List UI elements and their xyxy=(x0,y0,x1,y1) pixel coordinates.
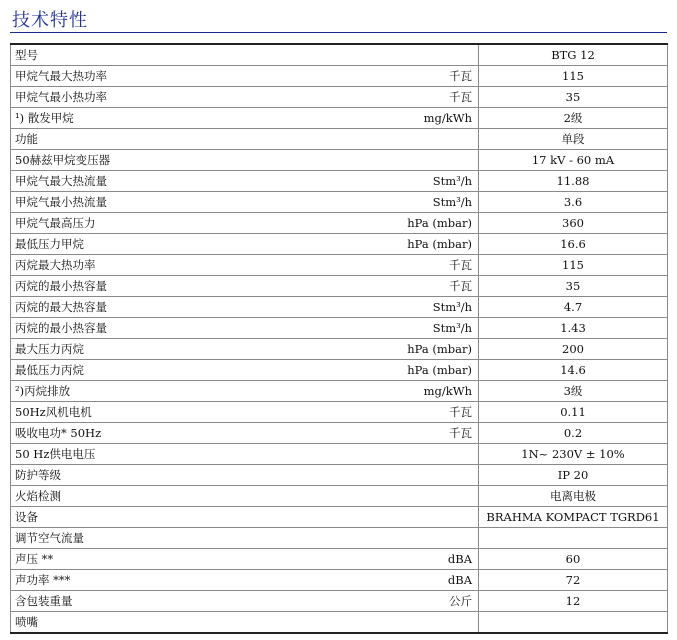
spec-label-cell xyxy=(11,234,479,255)
spec-label: 火焰检测 xyxy=(15,489,61,503)
spec-value: 72 xyxy=(479,570,668,591)
spec-label: 喷嘴 xyxy=(15,615,38,629)
table-row xyxy=(11,360,668,381)
table-row xyxy=(11,171,668,192)
spec-label-cell xyxy=(11,528,479,549)
spec-value: 1N~ 230V ± 10% xyxy=(479,444,668,465)
spec-unit: Stm³/h xyxy=(432,321,472,335)
table-row xyxy=(11,339,668,360)
table-row xyxy=(11,381,668,402)
spec-label-cell xyxy=(11,423,479,444)
table-row xyxy=(11,66,668,87)
spec-label-wrap xyxy=(15,360,474,380)
spec-label-cell xyxy=(11,255,479,276)
spec-label-cell xyxy=(11,297,479,318)
spec-label-cell xyxy=(11,570,479,591)
spec-label-cell xyxy=(11,381,479,402)
spec-value: 单段 xyxy=(479,129,668,150)
spec-label-wrap xyxy=(15,108,474,128)
spec-value: 0.11 xyxy=(479,402,668,423)
spec-label-wrap xyxy=(15,339,474,359)
spec-label-wrap xyxy=(15,150,474,170)
spec-unit: 千瓦 xyxy=(449,258,472,272)
spec-unit xyxy=(472,528,474,548)
spec-label-wrap xyxy=(15,423,474,443)
spec-unit: hPa (mbar) xyxy=(407,342,472,356)
spec-unit: mg/kWh xyxy=(423,384,472,398)
table-row xyxy=(11,234,668,255)
spec-value: 35 xyxy=(479,276,668,297)
table-row xyxy=(11,507,668,528)
spec-label-cell xyxy=(11,213,479,234)
spec-label: 甲烷气最小热流量 xyxy=(15,195,107,209)
spec-label: 丙烷最大热功率 xyxy=(15,258,96,272)
spec-label: 含包装重量 xyxy=(15,594,73,608)
table-row xyxy=(11,528,668,549)
spec-label: 甲烷气最大热流量 xyxy=(15,174,107,188)
table-row xyxy=(11,444,668,465)
spec-label-wrap xyxy=(15,465,474,485)
spec-value: 14.6 xyxy=(479,360,668,381)
table-row xyxy=(11,44,668,66)
spec-label-wrap xyxy=(15,381,474,401)
spec-unit: 千瓦 xyxy=(449,405,472,419)
spec-label: 50赫兹甲烷变压器 xyxy=(15,153,111,167)
table-row xyxy=(11,150,668,171)
spec-unit xyxy=(472,444,474,464)
spec-label-wrap xyxy=(15,402,474,422)
spec-label: 型号 xyxy=(15,48,38,62)
spec-label-cell xyxy=(11,339,479,360)
spec-label-wrap xyxy=(15,171,474,191)
spec-label-wrap xyxy=(15,549,474,569)
spec-label-cell xyxy=(11,87,479,108)
spec-label-cell xyxy=(11,171,479,192)
spec-label-wrap xyxy=(15,255,474,275)
spec-label: 最低压力甲烷 xyxy=(15,237,84,251)
spec-unit xyxy=(472,129,474,149)
spec-label-wrap xyxy=(15,276,474,296)
spec-label-wrap xyxy=(15,87,474,107)
spec-label-cell xyxy=(11,591,479,612)
table-row xyxy=(11,192,668,213)
spec-value: 35 xyxy=(479,87,668,108)
spec-label: ²)丙烷排放 xyxy=(15,384,71,398)
spec-value: 200 xyxy=(479,339,668,360)
spec-label-wrap xyxy=(15,213,474,233)
table-row xyxy=(11,423,668,444)
spec-label-wrap xyxy=(15,528,474,548)
table-row xyxy=(11,549,668,570)
spec-label-cell xyxy=(11,612,479,634)
spec-label: 50 Hz供电电压 xyxy=(15,447,96,461)
spec-label-wrap xyxy=(15,45,474,65)
spec-unit xyxy=(472,465,474,485)
spec-unit: dBA xyxy=(447,552,472,566)
spec-label-wrap xyxy=(15,591,474,611)
spec-label-cell xyxy=(11,360,479,381)
spec-value: 2级 xyxy=(479,108,668,129)
spec-value: 0.2 xyxy=(479,423,668,444)
spec-label: 调节空气流量 xyxy=(15,531,84,545)
spec-value: IP 20 xyxy=(479,465,668,486)
table-row xyxy=(11,402,668,423)
spec-label: 最低压力丙烷 xyxy=(15,363,84,377)
spec-unit: dBA xyxy=(447,573,472,587)
spec-label: 吸收电功* 50Hz xyxy=(15,426,102,440)
spec-label: 设备 xyxy=(15,510,38,524)
spec-value: 16.6 xyxy=(479,234,668,255)
table-row xyxy=(11,318,668,339)
table-row xyxy=(11,486,668,507)
spec-label-cell xyxy=(11,44,479,66)
spec-unit xyxy=(472,45,474,65)
spec-label-cell xyxy=(11,465,479,486)
spec-label-cell xyxy=(11,129,479,150)
spec-value: 115 xyxy=(479,66,668,87)
spec-label: ¹) 散发甲烷 xyxy=(15,111,74,125)
spec-value xyxy=(479,528,668,549)
spec-label-cell xyxy=(11,402,479,423)
spec-unit: Stm³/h xyxy=(432,300,472,314)
spec-label-cell xyxy=(11,150,479,171)
spec-value: 电离电极 xyxy=(479,486,668,507)
table-row xyxy=(11,591,668,612)
spec-label-cell xyxy=(11,549,479,570)
spec-label: 防护等级 xyxy=(15,468,61,482)
table-row xyxy=(11,612,668,634)
spec-unit: 千瓦 xyxy=(449,426,472,440)
spec-label: 功能 xyxy=(15,132,38,146)
table-row xyxy=(11,297,668,318)
spec-label-wrap xyxy=(15,444,474,464)
spec-label-wrap xyxy=(15,507,474,527)
spec-value: BRAHMA KOMPACT TGRD61 xyxy=(479,507,668,528)
spec-label-wrap xyxy=(15,234,474,254)
spec-label-cell xyxy=(11,486,479,507)
spec-unit: 千瓦 xyxy=(449,69,472,83)
spec-label-wrap xyxy=(15,129,474,149)
spec-label: 最大压力丙烷 xyxy=(15,342,84,356)
section-title: 技术特性 xyxy=(12,10,88,31)
spec-label-wrap xyxy=(15,297,474,317)
spec-label: 声功率 *** xyxy=(15,573,71,587)
spec-label: 50Hz风机电机 xyxy=(15,405,92,419)
spec-unit: Stm³/h xyxy=(432,195,472,209)
table-row xyxy=(11,570,668,591)
spec-value xyxy=(479,612,668,634)
spec-value: 17 kV - 60 mA xyxy=(479,150,668,171)
spec-label-wrap xyxy=(15,612,474,632)
spec-label-cell xyxy=(11,318,479,339)
spec-label-cell xyxy=(11,444,479,465)
spec-unit: 公斤 xyxy=(449,594,472,608)
spec-unit: hPa (mbar) xyxy=(407,237,472,251)
spec-label-cell xyxy=(11,276,479,297)
spec-unit: Stm³/h xyxy=(432,174,472,188)
spec-value: 60 xyxy=(479,549,668,570)
spec-value: 11.88 xyxy=(479,171,668,192)
table-row xyxy=(11,129,668,150)
spec-label-wrap xyxy=(15,486,474,506)
spec-label: 声压 ** xyxy=(15,552,54,566)
spec-label-wrap xyxy=(15,192,474,212)
spec-unit xyxy=(472,507,474,527)
spec-label-cell xyxy=(11,507,479,528)
spec-unit xyxy=(472,150,474,170)
table-row xyxy=(11,87,668,108)
spec-unit: 千瓦 xyxy=(449,279,472,293)
section-header xyxy=(10,4,667,33)
table-row xyxy=(11,465,668,486)
spec-value: 1.43 xyxy=(479,318,668,339)
table-row xyxy=(11,108,668,129)
table-row xyxy=(11,213,668,234)
spec-label-wrap xyxy=(15,570,474,590)
spec-value: BTG 12 xyxy=(479,44,668,66)
spec-unit: 千瓦 xyxy=(449,90,472,104)
spec-label: 丙烷的最大热容量 xyxy=(15,300,107,314)
spec-value: 4.7 xyxy=(479,297,668,318)
spec-value: 12 xyxy=(479,591,668,612)
spec-unit: mg/kWh xyxy=(423,111,472,125)
table-row xyxy=(11,276,668,297)
spec-label: 丙烷的最小热容量 xyxy=(15,279,107,293)
spec-label-wrap xyxy=(15,66,474,86)
technical-specs-table xyxy=(10,43,668,634)
spec-value: 3.6 xyxy=(479,192,668,213)
spec-label-cell xyxy=(11,66,479,87)
spec-label: 甲烷气最高压力 xyxy=(15,216,96,230)
spec-value: 3级 xyxy=(479,381,668,402)
spec-unit: hPa (mbar) xyxy=(407,216,472,230)
spec-unit xyxy=(472,486,474,506)
spec-value: 115 xyxy=(479,255,668,276)
spec-label: 甲烷气最小热功率 xyxy=(15,90,107,104)
spec-value: 360 xyxy=(479,213,668,234)
spec-label-cell xyxy=(11,108,479,129)
table-row xyxy=(11,255,668,276)
spec-label-cell xyxy=(11,192,479,213)
spec-label-wrap xyxy=(15,318,474,338)
spec-label: 甲烷气最大热功率 xyxy=(15,69,107,83)
spec-unit xyxy=(472,612,474,632)
spec-label: 丙烷的最小热容量 xyxy=(15,321,107,335)
spec-unit: hPa (mbar) xyxy=(407,363,472,377)
